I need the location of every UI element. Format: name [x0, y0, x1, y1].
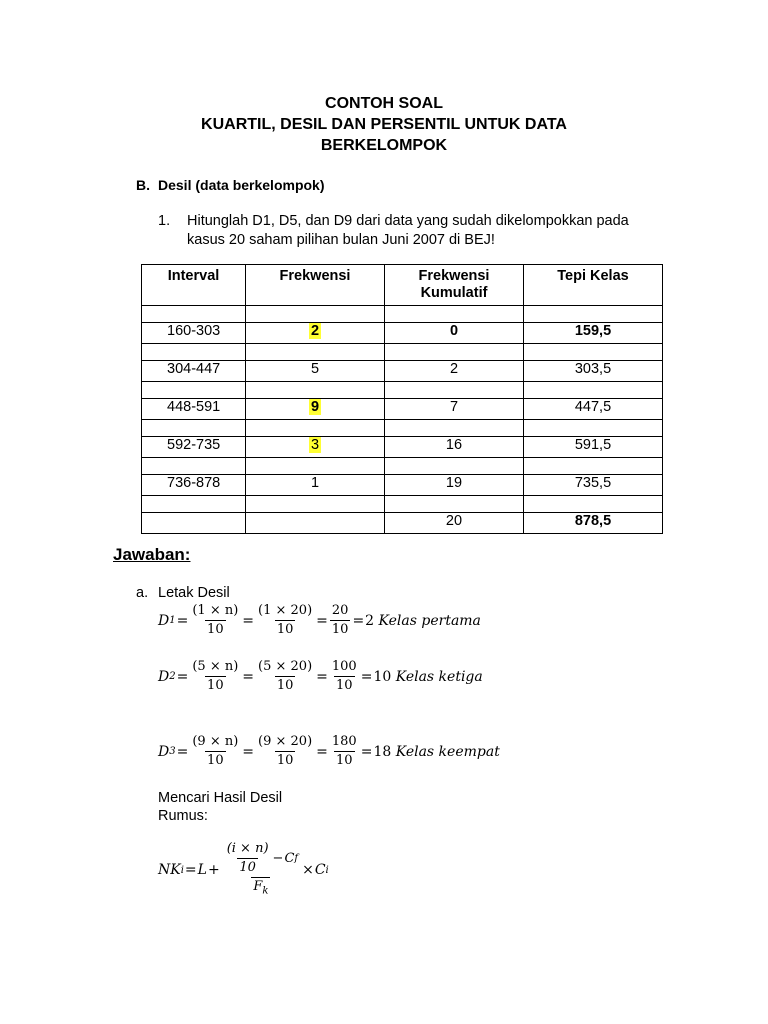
d3-subscript: 3	[169, 746, 176, 757]
cell-kumulatif: 2	[385, 361, 524, 382]
cell-tepi: 735,5	[524, 475, 663, 496]
answer-a-title: Letak Desil	[158, 585, 230, 601]
cell-tepi: 159,5	[524, 323, 663, 344]
mencari-line1: Mencari Hasil Desil	[158, 790, 283, 806]
doc-title-line2: KUARTIL, DESIL DAN PERSENTIL UNTUK DATA	[201, 116, 567, 133]
formula-ci-sub: i	[325, 864, 329, 876]
equation-d3: D 3 = $\frac{(9 \times n)}{10}$ = $\frac{(9 \times 20)}{10}$ = $\frac{180}{10}$ = 18 Kelas keempat	[158, 734, 500, 768]
cell-kumulatif: 16	[385, 437, 524, 458]
table-row-total	[142, 513, 663, 534]
cell-interval: 160-303	[142, 323, 246, 344]
header-tepi-kelas: Tepi Kelas	[524, 265, 663, 306]
question-text-line2: kasus 20 saham pilihan bulan Juni 2007 di BEJ!	[187, 232, 495, 248]
d2-result: 10	[373, 668, 392, 685]
d2-frac3: $\frac{100}{10}$	[331, 659, 357, 693]
header-kumulatif: Frekwensi Kumulatif	[385, 265, 524, 306]
table-row	[142, 361, 663, 382]
table-row	[142, 475, 663, 496]
cell-interval	[142, 513, 246, 534]
d3-frac1: $\frac{(9 \times n)}{10}$	[192, 734, 239, 768]
formula-inner-frac: $\frac{(i \times n)}{10}$	[226, 841, 269, 875]
d1-symbol: D	[158, 612, 170, 629]
d3-desc: Kelas keempat	[395, 743, 500, 760]
d3-result: 18	[373, 743, 392, 760]
cell-kumulatif: 7	[385, 399, 524, 420]
equation-d1: D 1 = $\frac{(1 \times n)}{10}$ = $\frac{(1 \times 20)}{10}$ = $\frac{20}{10}$ = 2 Kelas pertama	[158, 603, 481, 637]
cell-kumulatif: 0	[385, 323, 524, 344]
cell-tepi: 878,5	[524, 513, 663, 534]
question-number: 1.	[158, 213, 171, 229]
d2-frac2: $\frac{(5 \times 20)}{10}$	[258, 659, 313, 693]
formula-nk: NK i = L + $\frac{(i \times n)}{10}$ − C f $F_k$ × C i	[158, 840, 329, 901]
cell-interval: 592-735	[142, 437, 246, 458]
cell-frekwensi: 5	[246, 361, 385, 382]
cell-interval: 304-447	[142, 361, 246, 382]
formula-L: L	[197, 862, 207, 879]
answer-a-heading	[136, 585, 230, 601]
question-text	[187, 212, 687, 250]
cell-frekwensi	[246, 437, 385, 458]
cell-tepi: 591,5	[524, 437, 663, 458]
table-row	[142, 437, 663, 458]
mencari-text	[158, 789, 282, 825]
formula-lhs-sub: i	[180, 864, 184, 876]
mencari-line2: Rumus:	[158, 808, 208, 824]
d2-frac1: $\frac{(5 \times n)}{10}$	[192, 659, 239, 693]
section-b-title: Desil (data berkelompok)	[158, 177, 325, 193]
equation-d2: D 2 = $\frac{(5 \times n)}{10}$ = $\frac{(5 \times 20)}{10}$ = $\frac{100}{10}$ = 10 Kelas ketiga	[158, 659, 483, 693]
spacer-row	[142, 420, 663, 437]
cell-frekwensi	[246, 323, 385, 344]
d1-result: 2	[365, 612, 375, 629]
d1-desc: Kelas pertama	[378, 612, 481, 629]
question-text-line1: Hitunglah D1, D5, dan D9 dari data yang sudah dikelompokkan pada	[187, 213, 629, 229]
cell-tepi: 303,5	[524, 361, 663, 382]
cell-frekwensi	[246, 399, 385, 420]
d1-frac3: $\frac{20}{10}$	[331, 603, 349, 637]
cell-kumulatif: 20	[385, 513, 524, 534]
cell-frekwensi: 1	[246, 475, 385, 496]
doc-title-line1: CONTOH SOAL	[325, 95, 443, 112]
cell-frekwensi	[246, 513, 385, 534]
spacer-row	[142, 306, 663, 323]
d3-frac2: $\frac{(9 \times 20)}{10}$	[258, 734, 313, 768]
question-1	[158, 212, 678, 252]
section-b-heading	[136, 177, 325, 193]
d2-symbol: D	[158, 668, 170, 685]
header-frekwensi: Frekwensi	[246, 265, 385, 306]
spacer-row	[142, 382, 663, 399]
d2-subscript: 2	[169, 671, 176, 682]
d2-desc: Kelas ketiga	[395, 668, 483, 685]
spacer-row	[142, 344, 663, 361]
doc-title-line3: BERKELOMPOK	[320, 137, 448, 154]
highlight-value: 9	[310, 399, 320, 415]
d1-subscript: 1	[169, 615, 176, 626]
header-interval: Interval	[142, 265, 246, 306]
d1-frac1: $\frac{(1 \times n)}{10}$	[192, 603, 239, 637]
formula-lhs: NK	[158, 862, 181, 879]
d3-symbol: D	[158, 743, 170, 760]
jawaban-heading: Jawaban:	[113, 545, 191, 564]
cell-interval: 448-591	[142, 399, 246, 420]
table-row	[142, 323, 663, 344]
highlight-value: 3	[310, 437, 320, 453]
spacer-row	[142, 496, 663, 513]
formula-ci: C	[314, 862, 326, 879]
d1-frac2: $\frac{(1 \times 20)}{10}$	[258, 603, 313, 637]
spacer-row	[142, 458, 663, 475]
section-b-label: B.	[136, 177, 150, 193]
d3-frac3: $\frac{180}{10}$	[331, 734, 357, 768]
frequency-table	[141, 264, 663, 534]
highlight-value: 2	[310, 323, 320, 339]
answer-a-label: a.	[136, 585, 149, 601]
cell-kumulatif: 19	[385, 475, 524, 496]
formula-main-frac: $\frac{(i \times n)}{10}$ − C f $F_k$	[222, 840, 300, 901]
cell-interval: 736-878	[142, 475, 246, 496]
cell-tepi: 447,5	[524, 399, 663, 420]
table-header-row	[142, 265, 663, 306]
table-row	[142, 399, 663, 420]
